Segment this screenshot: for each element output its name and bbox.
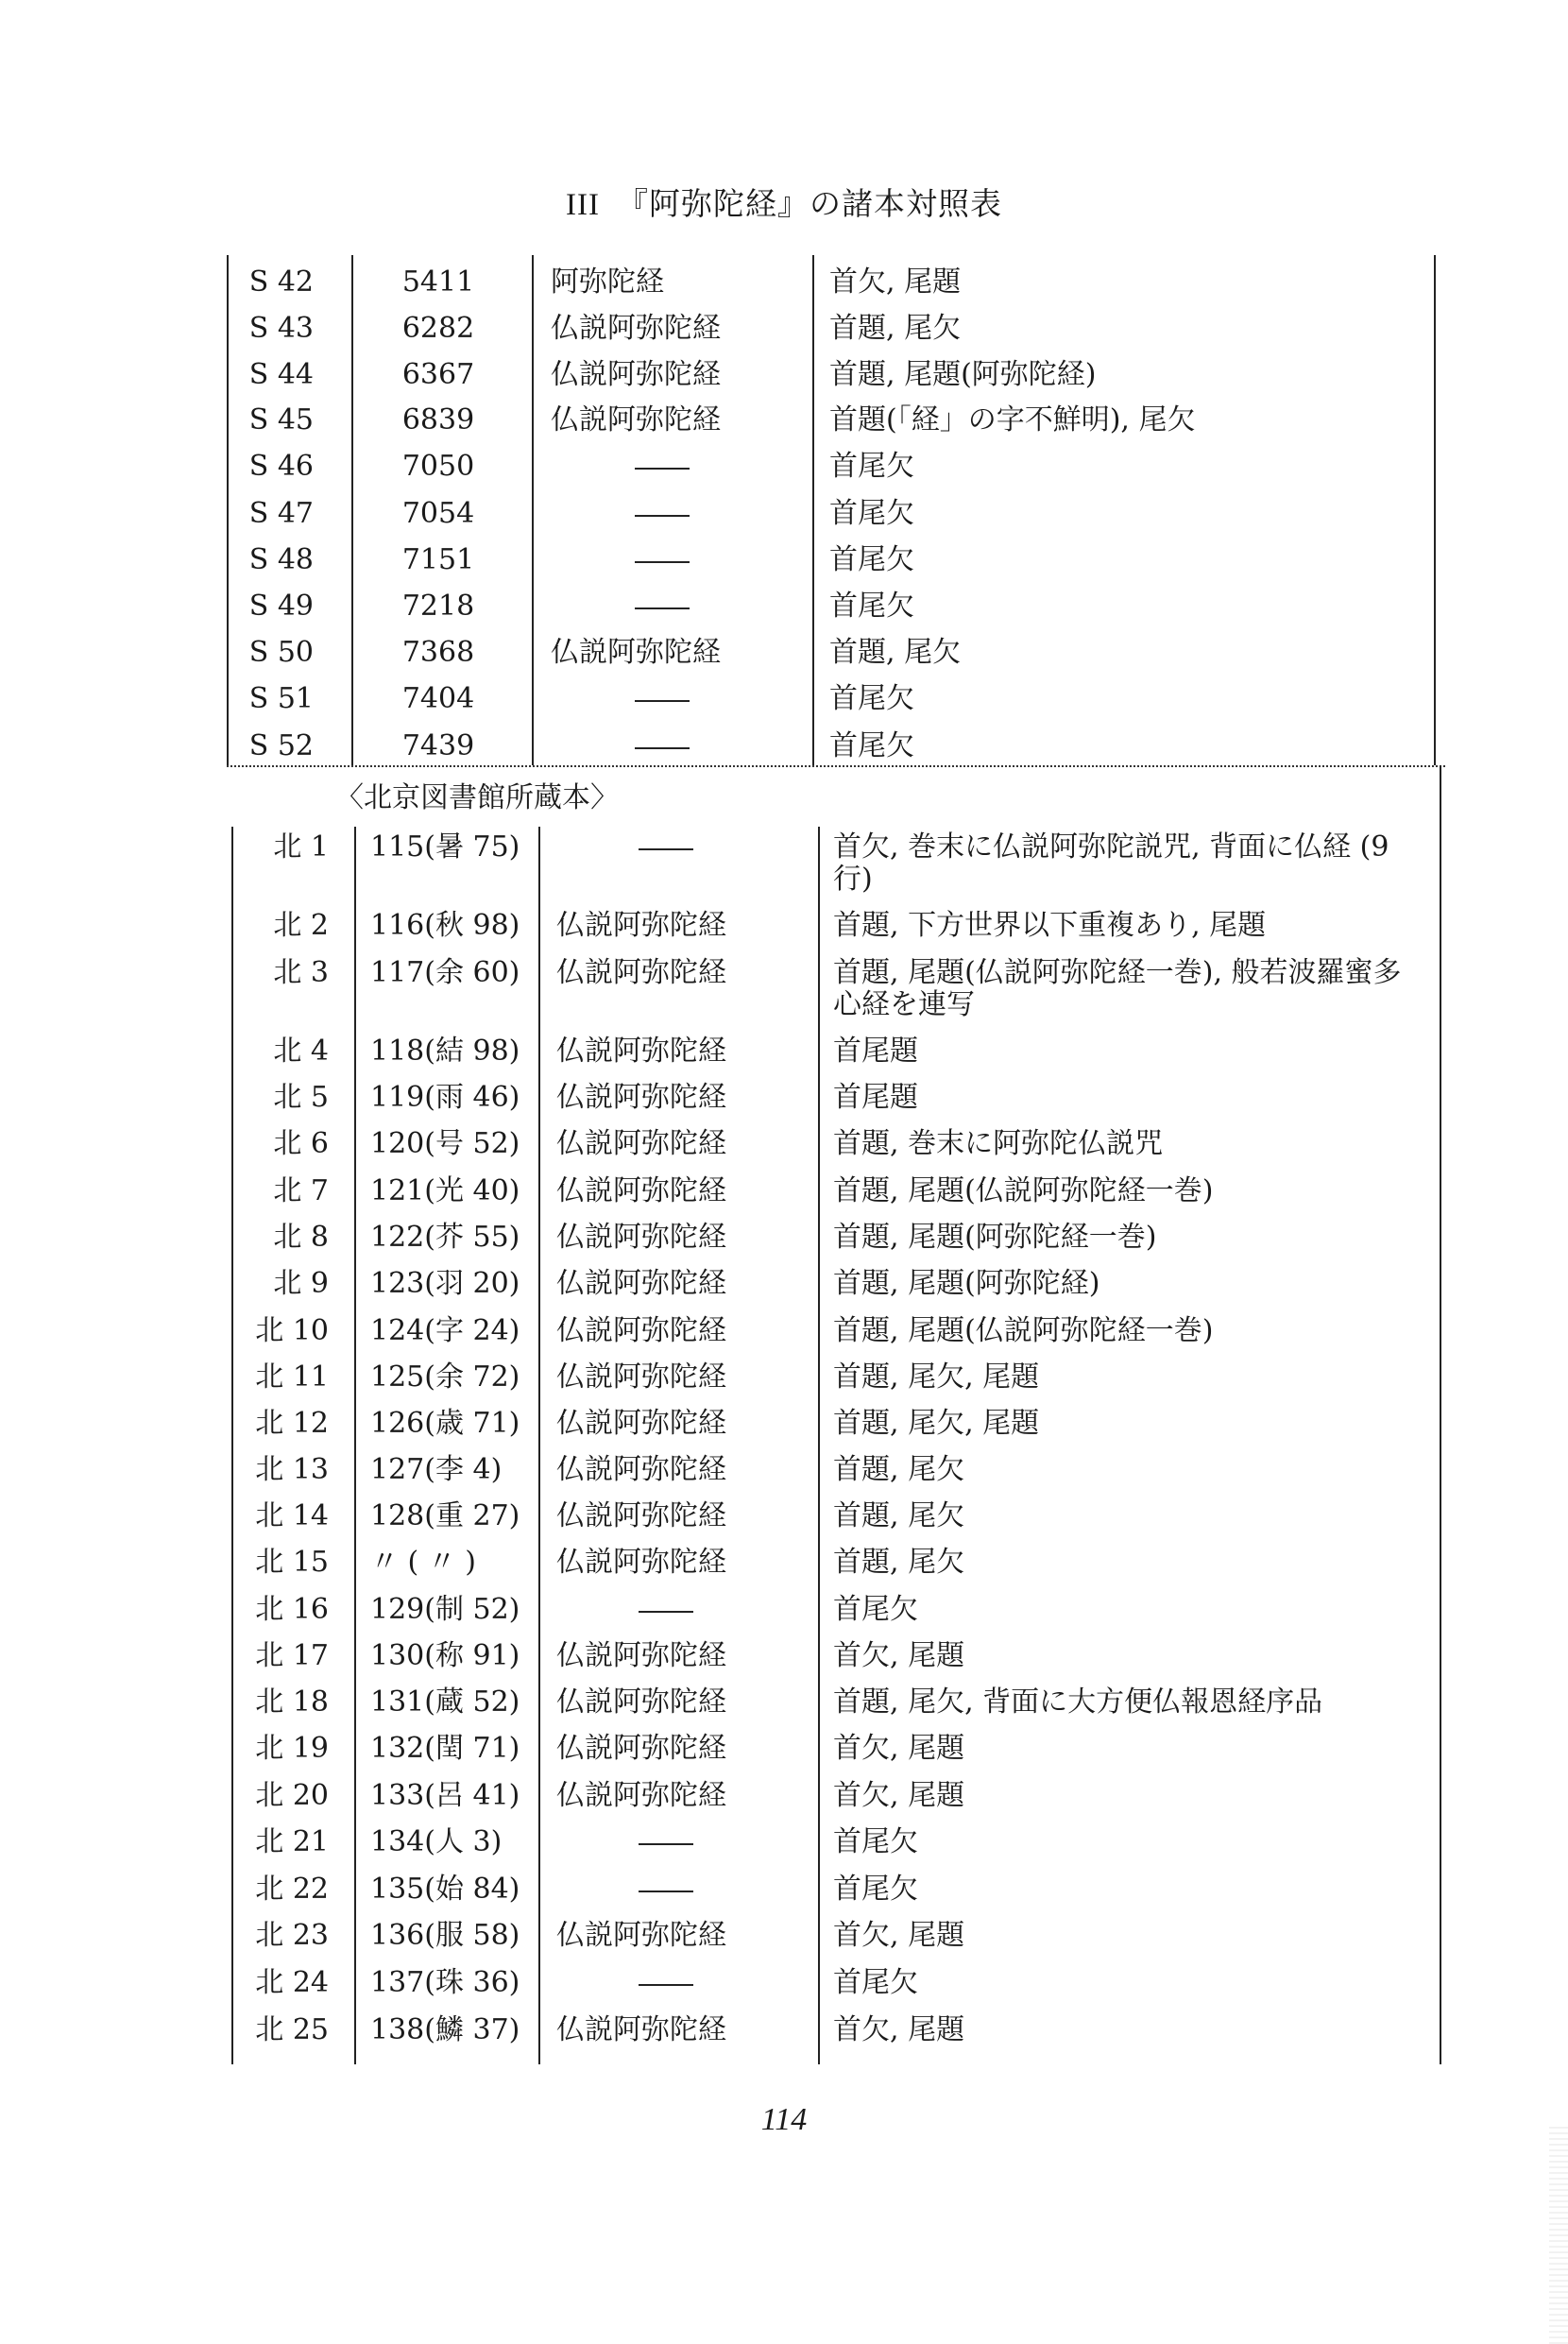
manuscript-id: 北 16 [255,1593,329,1626]
condition-note: 首尾欠 [829,543,914,576]
catalog-number: 6839 [401,403,475,436]
section-separator [227,765,1445,767]
manuscript-id: 北 7 [273,1174,329,1207]
condition-note: 首尾欠 [833,1966,918,1999]
catalog-number: 128(重 27) [370,1499,520,1532]
manuscript-id: 北 10 [255,1314,329,1347]
condition-note: 首尾欠 [829,590,914,623]
catalog-number: 130(称 91) [370,1639,520,1672]
catalog-number: 120(号 52) [370,1127,520,1160]
sutra-title: 仏説阿弥陀経 [556,1174,726,1207]
catalog-number: 138(鱗 37) [370,2013,520,2046]
catalog-number: 7404 [401,682,475,715]
manuscript-id: 北 17 [255,1639,329,1672]
sutra-title: 阿弥陀経 [551,265,664,299]
condition-note: 首欠, 尾題 [833,1919,965,1952]
condition-note: 首尾欠 [829,682,914,715]
chapter-title: 『阿弥陀経』の諸本対照表 [616,185,1002,222]
manuscript-id: S 51 [248,682,314,715]
manuscript-id: 北 18 [255,1685,329,1719]
manuscript-id: 北 2 [273,909,329,942]
sutra-title: 仏説阿弥陀経 [551,358,721,391]
manuscript-id: 北 8 [273,1221,329,1254]
condition-note: 首尾題 [833,1081,918,1114]
manuscript-id: 北 24 [255,1966,329,1999]
chapter-number: III [566,188,600,222]
no-title-dash [635,700,690,702]
condition-note: 首題, 尾欠, 尾題 [833,1407,1040,1440]
condition-note: 首題, 尾欠 [829,636,962,669]
condition-note: 首欠, 尾題 [833,2013,965,2046]
condition-note: 首欠, 尾題 [833,1639,965,1672]
condition-note: 首題, 尾題(阿弥陀経) [833,1267,1100,1300]
condition-note: 首題, 尾欠 [833,1499,965,1532]
rule-note-s [812,255,814,765]
no-title-dash [639,1891,693,1892]
sutra-title: 仏説阿弥陀経 [556,1639,726,1672]
manuscript-id: 北 25 [255,2013,329,2046]
sutra-title: 仏説阿弥陀経 [556,1221,726,1254]
no-title-dash [639,1984,693,1986]
manuscript-id: S 49 [248,590,314,623]
catalog-number: 119(雨 46) [370,1081,520,1114]
sutra-title: 仏説阿弥陀経 [556,1546,726,1579]
sutra-title: 仏説阿弥陀経 [556,956,726,989]
catalog-number: 134(人 3) [370,1825,503,1858]
catalog-number: 118(結 98) [370,1035,520,1068]
manuscript-id: 北 21 [255,1825,329,1858]
manuscript-id: 北 11 [255,1360,329,1394]
condition-note: 首題, 尾欠 [833,1453,965,1486]
catalog-number: 115(暑 75) [370,830,520,864]
catalog-number: 123(羽 20) [370,1267,520,1300]
catalog-number: 121(光 40) [370,1174,520,1207]
sutra-title: 仏説阿弥陀経 [556,1407,726,1440]
manuscript-id: 北 3 [273,956,329,989]
sutra-title: 仏説阿弥陀経 [556,1499,726,1532]
catalog-number: 136(服 58) [370,1919,520,1952]
sutra-title: 仏説阿弥陀経 [556,1732,726,1765]
manuscript-id: 北 15 [255,1546,329,1579]
scan-edge-noise [1549,2126,1568,2344]
rule-num-s [351,255,353,765]
manuscript-id: S 50 [248,636,314,669]
sutra-title: 仏説阿弥陀経 [556,1360,726,1394]
catalog-number: 135(始 84) [370,1873,520,1906]
sutra-title: 仏説阿弥陀経 [556,909,726,942]
catalog-number: 132(閏 71) [370,1732,520,1765]
condition-note: 首題, 尾題(仏説阿弥陀経一巻) [833,1314,1214,1347]
sutra-title: 仏説阿弥陀経 [551,403,721,436]
catalog-number: 116(秋 98) [370,909,520,942]
condition-note: 首尾欠 [829,729,914,762]
condition-note: 首尾題 [833,1035,918,1068]
condition-note: 首題, 尾欠, 尾題 [833,1360,1040,1394]
manuscript-id: 北 14 [255,1499,329,1532]
manuscript-id: S 48 [248,543,314,576]
manuscript-id: 北 6 [273,1127,329,1160]
catalog-number: 7050 [401,450,475,483]
rule-note-b [818,827,820,2064]
group-label: 〈北京図書館所蔵本〉 [335,781,619,814]
condition-note: 首題, 下方世界以下重複あり, 尾題 [833,909,1267,942]
manuscript-id: S 43 [248,312,314,345]
no-title-dash [639,1611,693,1613]
sutra-title: 仏説阿弥陀経 [556,1779,726,1812]
condition-note: 首題, 尾題(仏説阿弥陀経一巻) [833,1174,1214,1207]
no-title-dash [639,848,693,850]
manuscript-id: 北 19 [255,1732,329,1765]
condition-note: 首尾欠 [833,1593,918,1626]
manuscript-id: 北 5 [273,1081,329,1114]
catalog-number: 6282 [401,312,475,345]
no-title-dash [635,468,690,470]
no-title-dash [635,607,690,609]
manuscript-id: 北 22 [255,1873,329,1906]
no-title-dash [635,747,690,749]
sutra-title: 仏説阿弥陀経 [551,636,721,669]
condition-note: 首題, 尾題(阿弥陀経) [829,358,1097,391]
condition-note: 首題, 尾欠, 背面に大方便仏報恩経序品 [833,1685,1323,1719]
catalog-number: 127(李 4) [370,1453,503,1486]
condition-note: 首欠, 尾題 [833,1779,965,1812]
sutra-title: 仏説阿弥陀経 [556,1919,726,1952]
catalog-number: 6367 [401,358,475,391]
sutra-title: 仏説阿弥陀経 [551,312,721,345]
no-title-dash [635,561,690,563]
sutra-title: 仏説阿弥陀経 [556,2013,726,2046]
condition-note: 首題, 尾欠 [833,1546,965,1579]
rule-right-s [1434,255,1436,765]
no-title-dash [639,1843,693,1845]
manuscript-id: S 42 [248,265,314,299]
condition-note: 首欠, 尾題 [829,265,962,299]
catalog-number: 131(蔵 52) [370,1685,520,1719]
rule-right-b [1440,765,1441,2064]
condition-note: 首題, 尾題(仏説阿弥陀経一巻), 般若波羅蜜多心経を連写 [833,956,1402,1021]
manuscript-id: S 52 [248,729,314,762]
catalog-number: 5411 [401,265,475,299]
catalog-number: 124(字 24) [370,1314,520,1347]
catalog-number: 117(余 60) [370,956,520,989]
rule-title-b [538,827,540,2064]
condition-note: 首尾欠 [833,1873,918,1906]
manuscript-id: S 45 [248,403,314,436]
manuscript-id: 北 20 [255,1779,329,1812]
condition-note: 首題, 尾題(阿弥陀経一巻) [833,1221,1157,1254]
condition-note: 首題(「経」の字不鮮明), 尾欠 [829,403,1196,436]
sutra-title: 仏説阿弥陀経 [556,1035,726,1068]
sutra-title: 仏説阿弥陀経 [556,1685,726,1719]
catalog-number: 122(芥 55) [370,1221,520,1254]
page-number: 114 [760,2102,808,2137]
sutra-title: 仏説阿弥陀経 [556,1081,726,1114]
sutra-title: 仏説阿弥陀経 [556,1453,726,1486]
catalog-number: 7439 [401,729,475,762]
manuscript-id: S 46 [248,450,314,483]
catalog-number: 7368 [401,636,475,669]
sutra-title: 仏説阿弥陀経 [556,1127,726,1160]
catalog-number: 125(余 72) [370,1360,520,1394]
no-title-dash [635,515,690,517]
catalog-number: 126(歳 71) [370,1407,520,1440]
catalog-number: 7151 [401,543,475,576]
condition-note: 首欠, 尾題 [833,1732,965,1765]
catalog-number: 137(珠 36) [370,1966,520,1999]
manuscript-id: S 47 [248,497,314,530]
manuscript-id: 北 9 [273,1267,329,1300]
manuscript-id: 北 23 [255,1919,329,1952]
condition-note: 首尾欠 [833,1825,918,1858]
condition-note: 首尾欠 [829,497,914,530]
manuscript-id: 北 4 [273,1035,329,1068]
manuscript-id: 北 1 [273,830,329,864]
sutra-title: 仏説阿弥陀経 [556,1314,726,1347]
condition-note: 首欠, 巻末に仏説阿弥陀説咒, 背面に仏経 (9 行) [833,830,1389,896]
rule-title-s [532,255,534,765]
catalog-number: 129(制 52) [370,1593,520,1626]
running-header [0,180,1568,224]
sutra-title: 仏説阿弥陀経 [556,1267,726,1300]
catalog-number: 〃 ( 〃 ) [370,1546,477,1579]
manuscript-id: 北 13 [255,1453,329,1486]
rule-num-b [354,827,356,2064]
condition-note: 首題, 巻末に阿弥陀仏説咒 [833,1127,1164,1160]
condition-note: 首尾欠 [829,450,914,483]
catalog-number: 7054 [401,497,475,530]
condition-note: 首題, 尾欠 [829,312,962,345]
manuscript-id: S 44 [248,358,314,391]
manuscript-id: 北 12 [255,1407,329,1440]
catalog-number: 7218 [401,590,475,623]
catalog-number: 133(呂 41) [370,1779,520,1812]
